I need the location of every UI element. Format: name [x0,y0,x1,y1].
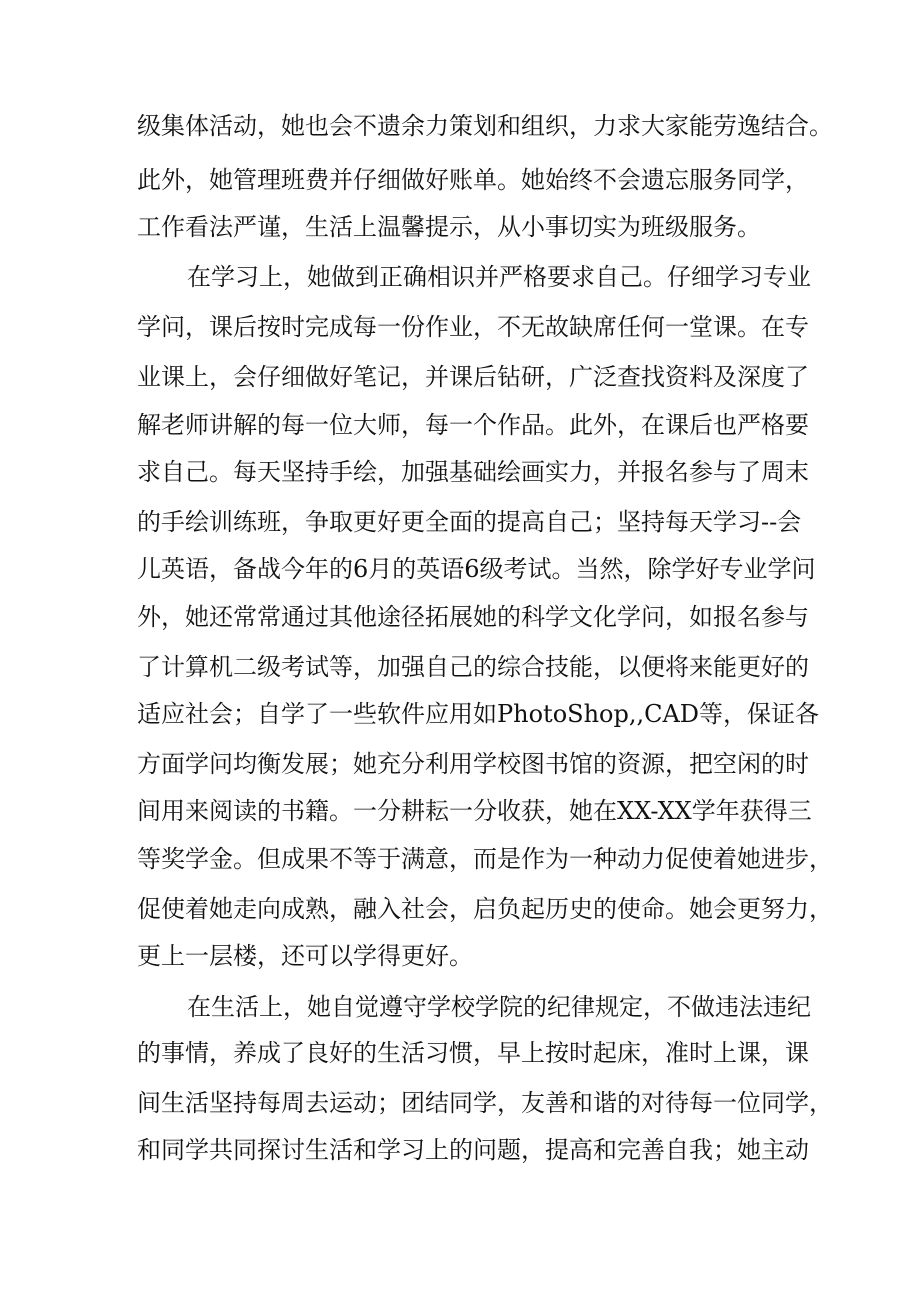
text-line: 适应社会；自学了一些软件应用如PhotoShop,,CAD等，保证各 [137,700,820,728]
paragraph-start-line: 在生活上，她自觉遵守学校学院的纪律规定，不做违法违纪 [187,993,811,1021]
text-line: 解老师讲解的每一位大师，每一个作品。此外，在课后也严格要 [137,411,809,439]
text-line: 学问，课后按时完成每一份作业，不无故缺席任何一堂课。在专 [137,313,809,341]
text-line: 促使着她走向成熟，融入社会，启负起历史的使命。她会更努力， [137,895,833,923]
text-line: 了计算机二级考试等，加强自己的综合技能，以便将来能更好的 [137,653,809,681]
text-line: 间用来阅读的书籍。一分耕耘一分收获，她在XX-XX学年获得三 [137,797,812,825]
text-line: 的手绘训练班，争取更好更全面的提高自己；坚持每天学习--会 [137,508,802,536]
text-line: 外，她还常常通过其他途径拓展她的科学文化学问，如报名参与 [137,603,809,631]
text-line: 更上一层楼，还可以学得更好。 [137,942,473,970]
text-line: 儿英语，备战今年的6月的英语6级考试。当然，除学好专业学问 [137,555,816,583]
text-line: 级集体活动，她也会不遗余力策划和组织，力求大家能劳逸结合。 [137,112,833,140]
text-line: 等奖学金。但成果不等于满意，而是作为一种动力促使着她进步， [137,845,833,873]
text-line: 和同学共同探讨生活和学习上的问题，提高和完善自我；她主动 [137,1136,809,1164]
text-line: 此外，她管理班费并仔细做好账单。她始终不会遗忘服务同学， [137,166,809,194]
text-line: 求自己。每天坚持手绘，加强基础绘画实力，并报名参与了周末 [137,458,809,486]
text-line: 方面学问均衡发展；她充分利用学校图书馆的资源，把空闲的时 [137,750,809,778]
paragraph-start-line: 在学习上，她做到正确相识并严格要求自己。仔细学习专业 [187,263,811,291]
text-line: 业课上，会仔细做好笔记，并课后钻研，广泛查找资料及深度了 [137,363,809,391]
text-line: 间生活坚持每周去运动；团结同学，友善和谐的对待每一位同学， [137,1089,833,1117]
text-line: 的事情，养成了良好的生活习惯，早上按时起床，准时上课，课 [137,1039,809,1067]
text-line: 工作看法严谨，生活上温馨提示，从小事切实为班级服务。 [137,213,761,241]
